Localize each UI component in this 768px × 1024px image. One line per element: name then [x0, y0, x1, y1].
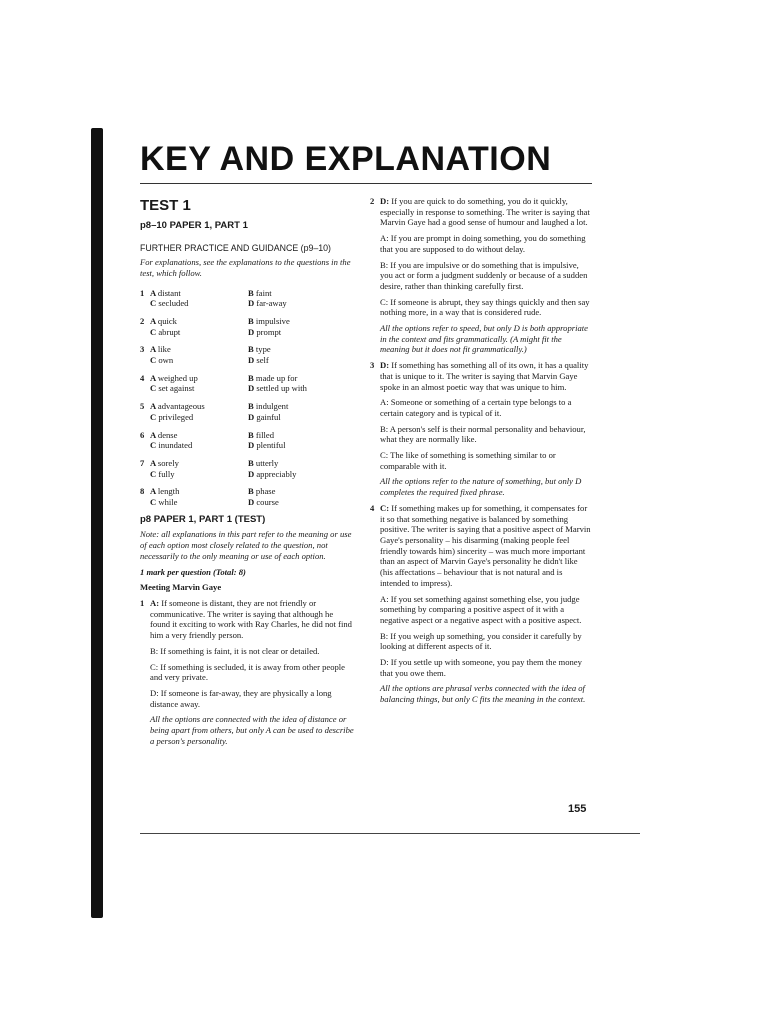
- right-column: [370, 196, 592, 710]
- option-explanation: A: If you set something against something else, you judge something by comparing a positive aspect of it with a negative aspect or a negative aspect with a positive aspect.: [380, 593, 582, 625]
- option-number: 8: [140, 486, 145, 497]
- page-number: 155: [568, 803, 587, 815]
- option-explanation: A: If you are prompt in doing something, you do something that you are supposed to do without delay.: [380, 233, 586, 254]
- option-explanation: C: If someone is abrupt, they say things quickly and then say nothing more, in a way that is considered rude.: [380, 296, 590, 318]
- option-row: 6 A dense C inundated B filled D plentiful: [140, 429, 286, 451]
- option-a: sorely: [157, 457, 179, 468]
- option-a: weighed up: [157, 372, 198, 383]
- option-b: faint: [255, 287, 272, 298]
- option-number: 3: [140, 344, 145, 355]
- option-c: own: [158, 355, 174, 366]
- answer-item-2: [370, 196, 592, 228]
- option-number: 1: [140, 287, 145, 298]
- passage-title: Meeting Marvin Gaye: [140, 582, 222, 593]
- summary-note: All the options are phrasal verbs connected with the idea of balancing things, but only C fits the meaning in the context.: [380, 683, 586, 705]
- option-explanation: B: If you are impulsive or do something that is impulsive, you act or form a judgment suddenly or because of a sudden desire, rather than thinking carefully first.: [380, 259, 588, 291]
- option-c: set against: [158, 383, 195, 394]
- option-row: 2 A quick C abrupt B impulsive D prompt: [140, 315, 290, 337]
- option-b: type: [255, 344, 271, 355]
- option-a: length: [157, 486, 180, 497]
- option-a: quick: [157, 315, 177, 326]
- answer-key: D:: [380, 196, 390, 206]
- option-number: 6: [140, 429, 145, 440]
- answer-explanation: If you are quick to do something, you do it quickly, especially in response to something. The writer is saying that Marvin Gaye had a good sense of humour and laughed a lot.: [380, 196, 590, 228]
- answer-key: D:: [380, 360, 390, 371]
- option-d: far-away: [256, 298, 287, 309]
- answer-explanation: If something makes up for something, it compensates for it so that something negative is balanced by something positive. The writer is saying that a positive aspect of Marvin Gaye's personality – his disarming (making people feel friendly towards him) sincerity – was much more important than an aspect of Marvin Gaye's personality he didn't like (his affectations – behaviour that is not natural and is intended to impress).: [380, 502, 591, 588]
- left-column: [140, 196, 354, 751]
- option-explanation: B: If something is faint, it is not clear or detailed.: [150, 645, 320, 656]
- answer-item-4: [370, 503, 592, 589]
- options-list: [140, 288, 354, 508]
- page-title: KEY AND EXPLANATION: [140, 140, 552, 178]
- option-explanation: D: If you settle up with someone, you pay them the money that you owe them.: [380, 657, 582, 678]
- option-b: filled: [255, 429, 275, 440]
- answer-explanation: If something has something all of its own, it has a quality that is unique to it. The writer is saying that Marvin Gaye spoke in an almost poetic way that was unique to him.: [380, 360, 589, 392]
- option-number: 2: [140, 315, 145, 326]
- title-divider: [140, 183, 592, 184]
- answer-item-3: [370, 360, 592, 392]
- section-note: Note: all explanations in this part refer to the meaning or use of each option most closely related to the question, not necessarily to the only meaning or use of each option.: [140, 529, 352, 561]
- option-d: appreciably: [256, 468, 297, 479]
- answer-key: C:: [380, 502, 390, 513]
- option-explanation: B: A person's self is their normal personality and behaviour, what they are normally like.: [380, 423, 586, 445]
- option-a: advantageous: [157, 401, 205, 412]
- answer-number: 2: [370, 196, 375, 206]
- option-row: 7 A sorely C fully B utterly D appreciably: [140, 457, 297, 479]
- option-explanation: C: If something is secluded, it is away from other people and very private.: [150, 661, 345, 683]
- option-explanation: B: If you weigh up something, you consider it carefully by looking at different aspects of it.: [380, 630, 582, 652]
- option-number: 4: [140, 372, 145, 383]
- option-b: utterly: [255, 457, 279, 468]
- option-d: self: [256, 355, 269, 366]
- option-c: privileged: [158, 411, 194, 422]
- option-row: 8 A length C while B phase D course: [140, 486, 279, 508]
- option-d: course: [256, 497, 279, 508]
- option-row: 4 A weighed up C set against B made up for D settled up with: [140, 372, 307, 394]
- option-b: phase: [255, 486, 276, 497]
- answer-number: 4: [370, 502, 375, 513]
- option-explanation: A: Someone or something of a certain type belongs to a certain category and is typical of it.: [380, 397, 572, 418]
- answer-item-1: [140, 598, 354, 641]
- further-note: For explanations, see the explanations to the questions in the test, which follow.: [140, 257, 351, 278]
- option-a: like: [157, 344, 171, 355]
- option-number: 5: [140, 401, 145, 412]
- option-number: 7: [140, 457, 145, 468]
- option-c: inundated: [158, 440, 193, 451]
- mark-line: 1 mark per question (Total: 8): [140, 566, 246, 577]
- test-heading: TEST 1: [140, 197, 191, 214]
- page-edge-bar: [91, 128, 103, 918]
- summary-note: All the options are connected with the idea of distance or being apart from others, but only A can be used to describe a person's personality.: [150, 714, 354, 746]
- summary-note: All the options refer to the nature of something, but only D completes the required fixed phrase.: [380, 476, 582, 498]
- option-c: fully: [158, 468, 175, 479]
- option-a: distant: [157, 287, 181, 298]
- section-heading-test: p8 PAPER 1, PART 1 (TEST): [140, 513, 266, 525]
- option-row: 3 A like C own B type D self: [140, 344, 271, 366]
- option-explanation: C: The like of something is something similar to or comparable with it.: [380, 450, 556, 471]
- option-b: impulsive: [255, 315, 290, 326]
- footer-divider: [140, 833, 640, 834]
- option-b: made up for: [255, 372, 298, 383]
- answer-number: 1: [140, 597, 145, 608]
- option-b: indulgent: [255, 401, 289, 412]
- option-row: 1 A distant C secluded B faint D far-away: [140, 287, 287, 309]
- option-d: plentiful: [256, 440, 286, 451]
- option-a: dense: [157, 429, 178, 440]
- option-d: settled up with: [256, 383, 307, 394]
- option-c: secluded: [158, 298, 189, 309]
- option-row: 5 A advantageous C privileged B indulgent D gainful: [140, 401, 289, 422]
- answer-number: 3: [370, 360, 375, 371]
- option-explanation: D: If someone is far-away, they are physically a long distance away.: [150, 687, 332, 709]
- answer-key: A:: [150, 597, 160, 608]
- section-heading-part1: p8–10 PAPER 1, PART 1: [140, 219, 248, 231]
- option-c: while: [158, 497, 178, 508]
- option-d: prompt: [256, 326, 282, 337]
- answer-explanation: If someone is distant, they are not friendly or communicative. The writer is saying that although he found it exciting to work with Ray Charles, he did not find him a very friendly person.: [150, 597, 352, 641]
- option-c: abrupt: [158, 326, 181, 337]
- option-d: gainful: [256, 411, 281, 422]
- further-practice-heading: FURTHER PRACTICE AND GUIDANCE (p9–10): [140, 243, 331, 254]
- summary-note: All the options refer to speed, but only D is both appropriate in the context and fits grammatically. (A might fit the meaning but it does not fit grammatically.): [380, 323, 588, 355]
